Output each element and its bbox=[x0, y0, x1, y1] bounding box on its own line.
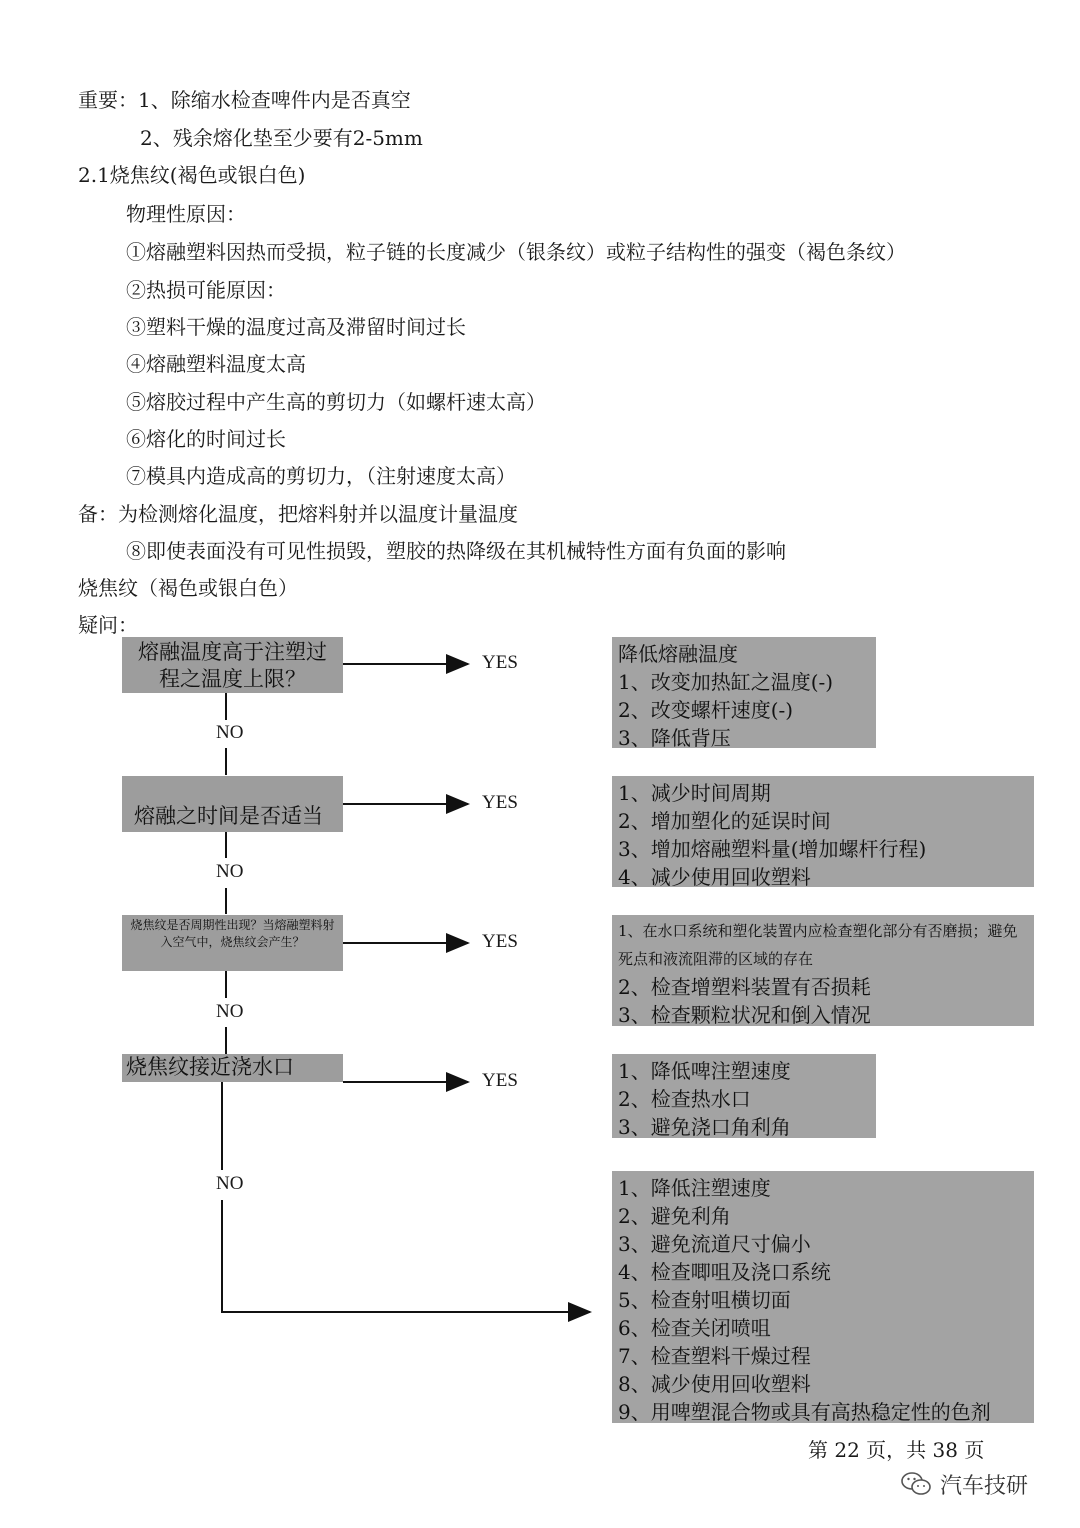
no-connector-4b bbox=[222, 1200, 590, 1312]
cause-item-2: ②热损可能原因： bbox=[126, 278, 286, 302]
remark: 备：为检测熔化温度，把熔料射并以温度计量温度 bbox=[78, 502, 518, 526]
answer-box-3 bbox=[612, 915, 1034, 1026]
no-label-1: NO bbox=[216, 722, 244, 743]
watermark bbox=[900, 1466, 1060, 1502]
cause-item-6: ⑥熔化的时间过长 bbox=[126, 427, 286, 451]
question-text-3: 烧焦纹是否周期性出现？当熔融塑料射入空气中，烧焦纹会产生？ bbox=[130, 918, 335, 949]
wechat-icon bbox=[900, 1470, 932, 1498]
answer-1-line: 1、改变加热缸之温度(-) bbox=[618, 670, 834, 694]
answer-2-line: 4、减少使用回收塑料 bbox=[618, 865, 811, 889]
no-label-4: NO bbox=[216, 1173, 244, 1194]
question-box-1 bbox=[122, 637, 343, 693]
answer-5-line: 4、检查唧咀及浇口系统 bbox=[618, 1260, 831, 1284]
no-label-2: NO bbox=[216, 861, 244, 882]
answer-2-line: 1、减少时间周期 bbox=[618, 781, 771, 805]
answer-box-2 bbox=[612, 776, 1034, 887]
answer-5-line: 3、避免流道尺寸偏小 bbox=[618, 1232, 811, 1256]
answer-4-line: 2、检查热水口 bbox=[618, 1087, 751, 1111]
answer-5-line: 2、避免利角 bbox=[618, 1204, 731, 1228]
answer-4-line: 1、降低啤注塑速度 bbox=[618, 1059, 791, 1083]
yes-label-1: YES bbox=[482, 652, 518, 673]
subtitle: 烧焦纹（褐色或银白色） bbox=[78, 576, 298, 600]
yes-label-3: YES bbox=[482, 931, 518, 952]
answer-5-line: 6、检查关闭喷咀 bbox=[618, 1316, 771, 1340]
question-text-2: 熔融之时间是否适当 bbox=[134, 804, 323, 828]
answer-2-line: 2、增加塑化的延误时间 bbox=[618, 809, 831, 833]
answer-5-line: 5、检查射咀横切面 bbox=[618, 1288, 791, 1312]
page-number: 第 22 页，共 38 页 bbox=[808, 1438, 985, 1462]
important-note-1: 重要：1、除缩水检查啤件内是否真空 bbox=[78, 88, 411, 112]
cause-item-3: ③塑料干燥的温度过高及滞留时间过长 bbox=[126, 315, 466, 339]
answer-1-line: 2、改变螺杆速度(-) bbox=[618, 698, 794, 722]
cause-item-8: ⑧即使表面没有可见性损毁，塑胶的热降级在其机械特性方面有负面的影响 bbox=[126, 539, 786, 563]
cause-item-4: ④熔融塑料温度太高 bbox=[126, 352, 306, 376]
question-text-4: 烧焦纹接近浇水口 bbox=[126, 1055, 294, 1079]
watermark-text: 汽车技研 bbox=[940, 1473, 1029, 1499]
cause-item-7: ⑦模具内造成高的剪切力，（注射速度太高） bbox=[126, 464, 516, 488]
answer-4-line: 3、避免浇口角利角 bbox=[618, 1115, 791, 1139]
section-title: 2.1烧焦纹(褐色或银白色) bbox=[78, 163, 306, 187]
question-box-2 bbox=[122, 776, 343, 832]
cause-heading: 物理性原因： bbox=[126, 202, 246, 226]
answer-1-line: 降低熔融温度 bbox=[618, 642, 738, 666]
answer-box-4 bbox=[612, 1054, 876, 1138]
answer-3-line: 3、检查颗粒状况和倒入情况 bbox=[618, 1003, 871, 1027]
answer-5-line: 9、用啤塑混合物或具有高热稳定性的色剂 bbox=[618, 1400, 991, 1424]
question-box-3 bbox=[122, 915, 343, 971]
answer-box-1 bbox=[612, 637, 876, 748]
cause-item-5: ⑤熔胶过程中产生高的剪切力（如螺杆速太高） bbox=[126, 390, 546, 414]
question-box-4 bbox=[122, 1054, 343, 1082]
important-note-2: 2、残余熔化垫至少要有2-5mm bbox=[140, 126, 423, 150]
answer-5-line: 7、检查塑料干燥过程 bbox=[618, 1344, 811, 1368]
answer-3-line: 1、在水口系统和塑化装置内应检查塑化部分有否磨损；避免死点和液流阻滞的区域的存在 bbox=[618, 922, 1018, 968]
no-label-3: NO bbox=[216, 1001, 244, 1022]
answer-box-5 bbox=[612, 1171, 1034, 1423]
question-text-1: 熔融温度高于注塑过程之温度上限？ bbox=[138, 640, 327, 691]
answer-3-line: 2、检查增塑料装置有否损耗 bbox=[618, 975, 871, 999]
cause-item-1: ①熔融塑料因热而受损，粒子链的长度减少（银条纹）或粒子结构性的强变（褐色条纹） bbox=[126, 240, 906, 264]
answer-2-line: 3、增加熔融塑料量(增加螺杆行程) bbox=[618, 837, 927, 861]
answer-5-line: 8、减少使用回收塑料 bbox=[618, 1372, 811, 1396]
answer-5-line: 1、降低注塑速度 bbox=[618, 1176, 771, 1200]
yes-label-4: YES bbox=[482, 1070, 518, 1091]
yes-label-2: YES bbox=[482, 792, 518, 813]
answer-1-line: 3、降低背压 bbox=[618, 726, 731, 750]
question-label: 疑问： bbox=[78, 613, 138, 637]
